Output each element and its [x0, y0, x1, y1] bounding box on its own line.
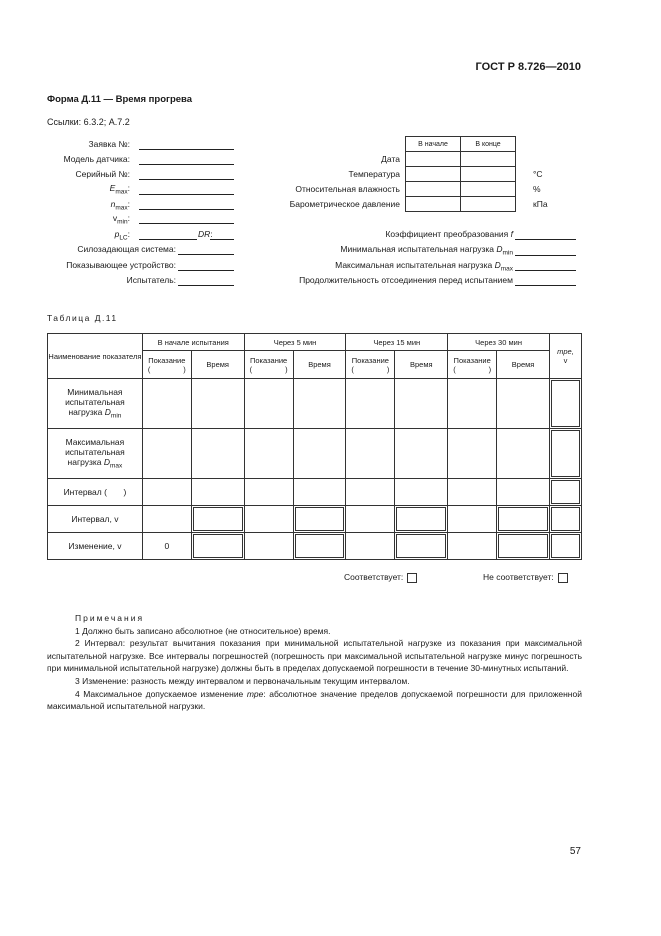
table-row	[48, 379, 582, 429]
temperature-label: Температура	[348, 169, 400, 179]
cond-col-end: В конце	[461, 137, 516, 152]
cell	[395, 533, 448, 560]
cell[interactable]	[395, 429, 448, 479]
note-1: 1 Должно быть записано абсолютное (не относительное) время.	[75, 625, 331, 636]
group-header: Через 15 мин	[346, 334, 448, 351]
min-load-field[interactable]	[515, 255, 576, 256]
nmax-field[interactable]	[139, 209, 234, 210]
load-system-field[interactable]	[178, 254, 234, 255]
page-number: 57	[569, 846, 581, 857]
form-title: Форма Д.11 — Время прогрева	[47, 94, 193, 105]
application-field[interactable]	[139, 149, 234, 150]
cell[interactable]	[549, 379, 581, 429]
load-system-label: Силозадающая система:	[77, 244, 176, 254]
time-header: Время	[191, 351, 244, 379]
not-complies: Не соответствует:	[483, 572, 568, 583]
conditions-table	[405, 136, 516, 212]
cell[interactable]	[142, 479, 191, 506]
humidity-start-cell[interactable]	[406, 182, 461, 197]
serial-field[interactable]	[139, 179, 234, 180]
cell	[293, 506, 346, 533]
temp-end-cell[interactable]	[461, 167, 516, 182]
mpe-header: mpe, v	[549, 334, 581, 379]
note-2: 2 Интервал: результат вычитания показания при минимальной испытательной нагрузке из показания при максимальной испытательной нагрузке. Все интервалы погрешностей (погрешность при максимальной испытательной нагрузке минус погрешность при минимальной испытательной нагрузке) должны быть в пределах допускаемой погрешности в течение 30-минутных испытаний.	[47, 638, 582, 674]
cell	[191, 533, 244, 560]
emax-field[interactable]	[139, 194, 234, 195]
group-header: Через 30 мин	[448, 334, 550, 351]
complies-checkbox[interactable]	[407, 573, 417, 583]
humidity-unit: %	[533, 184, 541, 194]
indicator-label: Показывающее устройство:	[66, 260, 176, 270]
conversion-field[interactable]	[515, 239, 576, 240]
notes	[47, 612, 582, 713]
cell	[497, 506, 550, 533]
tester-label: Испытатель:	[126, 275, 176, 285]
dr-field[interactable]	[210, 239, 234, 240]
conversion-label: Коэффициент преобразования f	[385, 229, 513, 239]
humidity-end-cell[interactable]	[461, 182, 516, 197]
date-end-cell[interactable]	[461, 152, 516, 167]
cell[interactable]	[244, 429, 293, 479]
cell[interactable]	[395, 479, 448, 506]
reading-header: Показание ( )	[346, 351, 395, 379]
cell[interactable]	[448, 479, 497, 506]
emax-label: $E_{max}$:	[109, 183, 130, 196]
note-4: 4 Максимальное допускаемое изменение mpe: абсолютное значение пределов допускаемой погрешности для приложенной максимальной испытательной нагрузки.	[47, 688, 582, 712]
change-v-row-label: Изменение, v	[48, 533, 143, 560]
cell[interactable]	[346, 379, 395, 429]
cell[interactable]	[244, 479, 293, 506]
cell	[549, 506, 581, 533]
cell	[497, 533, 550, 560]
cell	[395, 506, 448, 533]
date-start-cell[interactable]	[406, 152, 461, 167]
interval-paren-row-label: Интервал ( )	[48, 479, 143, 506]
table-row	[48, 429, 582, 479]
cond-col-start: В начале	[406, 137, 461, 152]
references: Ссылки: 6.3.2; А.7.2	[47, 117, 130, 127]
cell[interactable]	[191, 479, 244, 506]
nmax-label: $n_{max}$:	[110, 199, 130, 212]
vmin-field[interactable]	[139, 223, 234, 224]
cell[interactable]	[448, 506, 497, 533]
pressure-label: Барометрическое давление	[289, 199, 400, 209]
cell[interactable]	[497, 379, 550, 429]
indicator-field[interactable]	[178, 270, 234, 271]
pressure-start-cell[interactable]	[406, 197, 461, 212]
change-initial-value: 0	[142, 533, 191, 560]
humidity-label: Относительная влажность	[295, 184, 400, 194]
cell[interactable]	[549, 429, 581, 479]
group-header: В начале испытания	[142, 334, 244, 351]
reading-header: Показание ( )	[244, 351, 293, 379]
sensor-model-label: Модель датчика:	[63, 154, 130, 164]
cell[interactable]	[448, 533, 497, 560]
time-header: Время	[395, 351, 448, 379]
cell[interactable]	[497, 429, 550, 479]
cell[interactable]	[346, 429, 395, 479]
cell[interactable]	[448, 379, 497, 429]
reading-header: Показание ( )	[448, 351, 497, 379]
sensor-model-field[interactable]	[139, 164, 234, 165]
cell[interactable]	[293, 479, 346, 506]
serial-label: Серийный №:	[75, 169, 130, 179]
application-label: Заявка №:	[88, 139, 130, 149]
cell[interactable]	[191, 429, 244, 479]
notes-title: Примечания	[75, 613, 145, 623]
cell[interactable]	[448, 429, 497, 479]
min-load-row-label: Минимальная испытательная нагрузка $D_{min}$	[48, 379, 143, 429]
table-row	[48, 506, 582, 533]
cell[interactable]	[244, 533, 293, 560]
cell[interactable]	[346, 479, 395, 506]
reading-header: Показание ( )	[142, 351, 191, 379]
cell[interactable]	[395, 379, 448, 429]
cell[interactable]	[244, 506, 293, 533]
not-complies-checkbox[interactable]	[558, 573, 568, 583]
disconnect-label: Продолжительность отсоединения перед испытанием	[299, 275, 513, 285]
dr-label: DR:	[198, 229, 213, 239]
cell[interactable]	[142, 379, 191, 429]
cell[interactable]	[346, 533, 395, 560]
pressure-end-cell[interactable]	[461, 197, 516, 212]
table-row	[48, 533, 582, 560]
table-row	[48, 479, 582, 506]
pressure-unit: кПа	[533, 199, 548, 209]
temp-start-cell[interactable]	[406, 167, 461, 182]
document-header: ГОСТ Р 8.726—2010	[475, 61, 581, 73]
note-3: 3 Изменение: разность между интервалом и первоначальным текущим интервалом.	[75, 675, 410, 686]
interval-v-row-label: Интервал, v	[48, 506, 143, 533]
cell[interactable]	[549, 479, 581, 506]
group-header: Через 5 мин	[244, 334, 346, 351]
plc-field[interactable]	[139, 239, 197, 240]
min-load-label: Минимальная испытательная нагрузка $D_{min}$	[340, 244, 513, 257]
plc-label: $p_{LC}$:	[114, 229, 130, 242]
table-caption: Таблица Д.11	[47, 313, 118, 323]
warmup-table	[47, 333, 582, 560]
cell[interactable]	[549, 533, 581, 560]
cell	[293, 533, 346, 560]
max-load-field[interactable]	[515, 270, 576, 271]
cell[interactable]	[497, 479, 550, 506]
cell[interactable]	[346, 506, 395, 533]
date-label: Дата	[381, 154, 400, 164]
cell[interactable]	[142, 429, 191, 479]
time-header: Время	[293, 351, 346, 379]
cell[interactable]	[142, 506, 191, 533]
complies: Соответствует:	[344, 572, 417, 583]
name-header: Наименование показателя	[48, 334, 143, 379]
disconnect-field[interactable]	[515, 285, 576, 286]
cell	[191, 506, 244, 533]
vmin-label: $v_{min}$:	[112, 213, 130, 226]
temp-unit: °С	[533, 169, 543, 179]
cell[interactable]	[244, 379, 293, 429]
cell[interactable]	[191, 379, 244, 429]
cell[interactable]	[293, 379, 346, 429]
tester-field[interactable]	[178, 285, 234, 286]
cell[interactable]	[293, 429, 346, 479]
max-load-row-label: Максимальная испытательная нагрузка $D_{max}$	[48, 429, 143, 479]
max-load-label: Максимальная испытательная нагрузка $D_{max}$	[335, 260, 513, 273]
time-header: Время	[497, 351, 550, 379]
